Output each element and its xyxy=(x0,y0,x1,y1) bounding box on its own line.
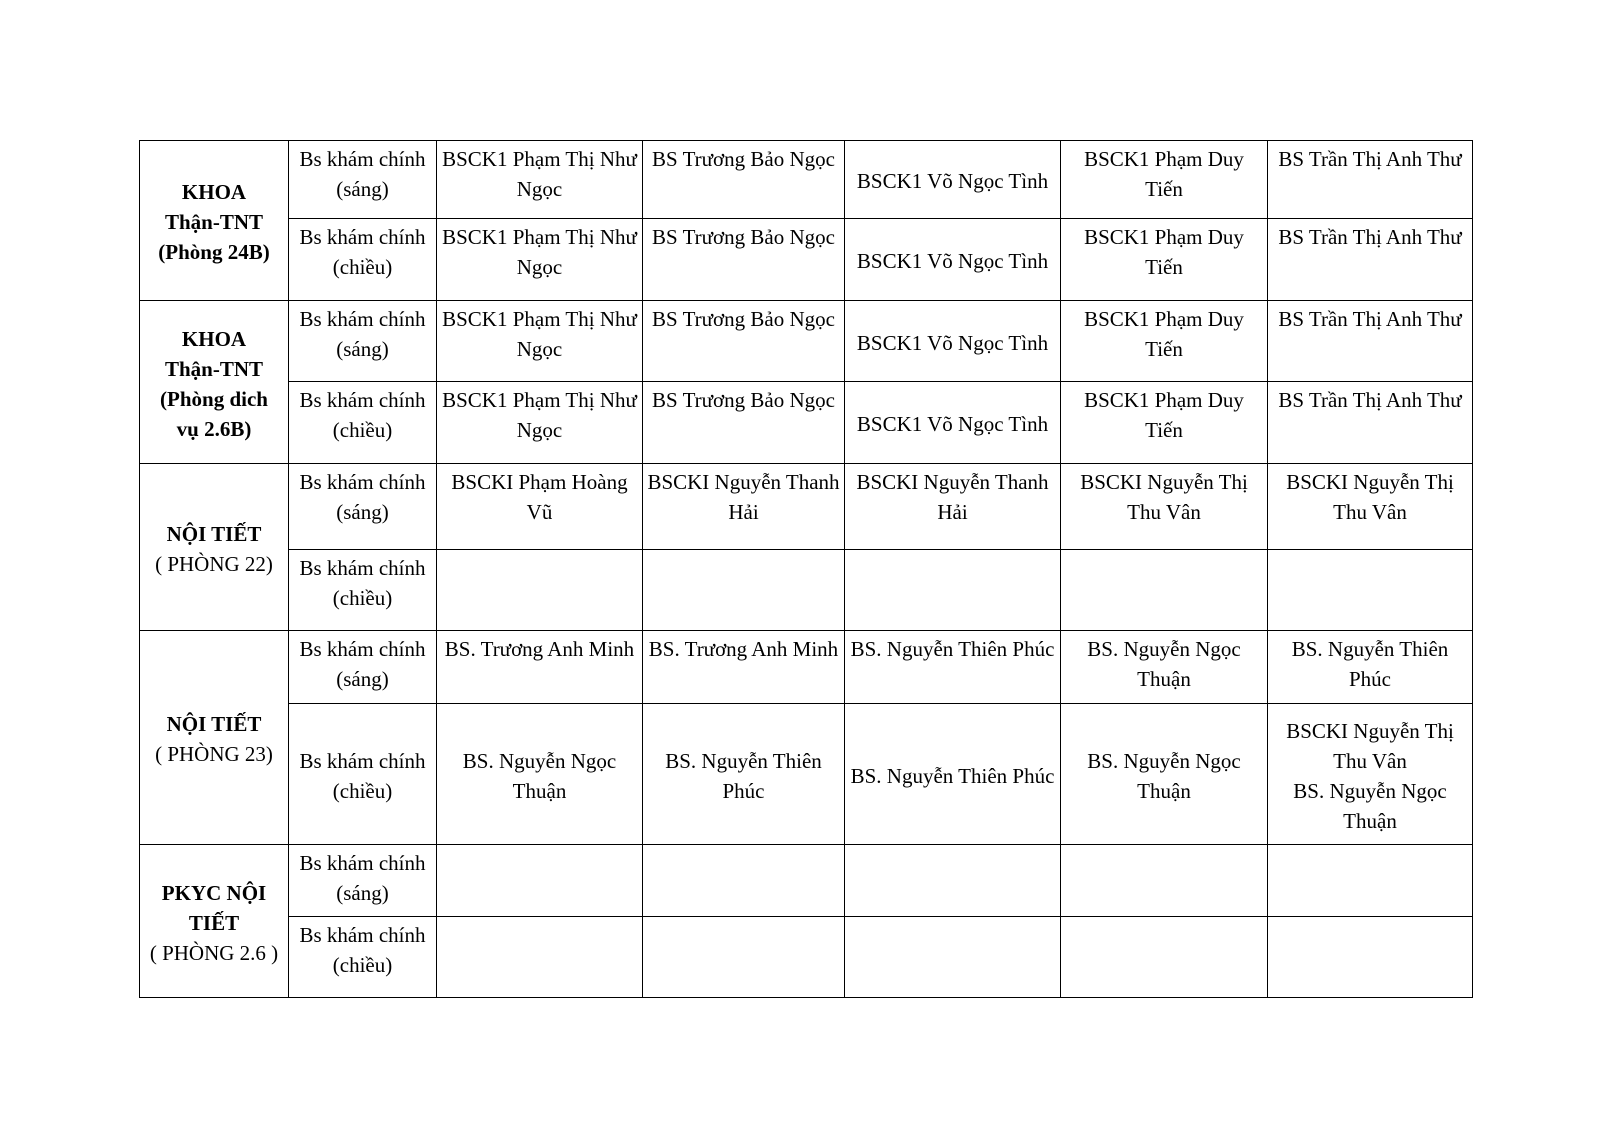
schedule-cell xyxy=(643,550,845,631)
schedule-cell: BSCK1 Võ Ngọc Tình xyxy=(845,141,1061,219)
schedule-cell xyxy=(1268,704,1473,845)
schedule-cell xyxy=(643,917,845,998)
schedule-cell: BSCKI Nguyễn Thị Thu Vân xyxy=(1061,464,1268,550)
shift-label: Bs khám chính (sáng) xyxy=(289,845,437,917)
schedule-cell xyxy=(437,845,643,917)
schedule-cell xyxy=(1061,917,1268,998)
schedule-row xyxy=(140,382,1473,464)
schedule-row xyxy=(140,550,1473,631)
schedule-cell: BS Trần Thị Anh Thư xyxy=(1268,301,1473,382)
schedule-cell-line: BS. Nguyễn Ngọc Thuận xyxy=(1293,778,1447,833)
shift-label: Bs khám chính (chiều) xyxy=(289,219,437,301)
schedule-cell: BSCK1 Phạm Duy Tiến xyxy=(1061,382,1268,464)
schedule-cell: BS Trương Bảo Ngọc xyxy=(643,219,845,301)
schedule-cell: BS. Nguyễn Ngọc Thuận xyxy=(1061,704,1268,845)
department-name-line: ( PHÒNG 2.6 ) xyxy=(149,940,279,965)
department-name-line: PKYC NỘI xyxy=(161,880,267,905)
schedule-cell: BS. Nguyễn Thiên Phúc xyxy=(643,704,845,845)
schedule-cell: BS Trần Thị Anh Thư xyxy=(1268,219,1473,301)
schedule-cell: BS. Trương Anh Minh xyxy=(437,631,643,704)
schedule-cell: BSCKI Phạm Hoàng Vũ xyxy=(437,464,643,550)
schedule-cell xyxy=(845,550,1061,631)
schedule-cell: BS Trần Thị Anh Thư xyxy=(1268,382,1473,464)
schedule-cell xyxy=(1268,917,1473,998)
schedule-row xyxy=(140,464,1473,550)
schedule-cell: BS. Nguyễn Ngọc Thuận xyxy=(437,704,643,845)
schedule-row xyxy=(140,704,1473,845)
department-name-line: Thận-TNT xyxy=(164,210,264,234)
department-name-line: (Phòng dich xyxy=(160,386,268,411)
schedule-cell: BS. Nguyễn Ngọc Thuận xyxy=(1061,631,1268,704)
shift-label: Bs khám chính (chiều) xyxy=(289,704,437,845)
department-name-line: Thận-TNT xyxy=(164,356,264,381)
shift-label: Bs khám chính (chiều) xyxy=(289,382,437,464)
shift-label: Bs khám chính (sáng) xyxy=(289,631,437,704)
schedule-cell: BSCKI Nguyễn Thanh Hải xyxy=(845,464,1061,550)
schedule-cell: BS. Nguyễn Thiên Phúc xyxy=(1268,631,1473,704)
schedule-cell: BSCK1 Phạm Duy Tiến xyxy=(1061,141,1268,219)
department-name-line: ( PHÒNG 23) xyxy=(155,742,273,766)
schedule-cell: BSCK1 Phạm Thị Như Ngọc xyxy=(437,301,643,382)
schedule-cell: BSCK1 Võ Ngọc Tình xyxy=(845,382,1061,464)
department-name xyxy=(140,141,289,301)
schedule-cell: BS Trương Bảo Ngọc xyxy=(643,382,845,464)
schedule-cell xyxy=(845,845,1061,917)
schedule-cell xyxy=(643,845,845,917)
schedule-cell: BS. Trương Anh Minh xyxy=(643,631,845,704)
schedule-cell: BSCK1 Phạm Duy Tiến xyxy=(1061,219,1268,301)
schedule-cell: BSCK1 Phạm Thị Như Ngọc xyxy=(437,382,643,464)
department-name-line: NỘI TIẾT xyxy=(166,521,262,546)
department-name-line: KHOA xyxy=(181,326,247,351)
schedule-row xyxy=(140,631,1473,704)
schedule-cell xyxy=(437,550,643,631)
department-name-line: KHOA xyxy=(181,180,247,204)
schedule-cell-line: BSCKI Nguyễn Thị Thu Vân xyxy=(1286,718,1454,773)
schedule-cell xyxy=(437,917,643,998)
schedule-row xyxy=(140,219,1473,301)
schedule-row xyxy=(140,301,1473,382)
schedule-cell: BSCKI Nguyễn Thanh Hải xyxy=(643,464,845,550)
shift-label: Bs khám chính (sáng) xyxy=(289,141,437,219)
schedule-cell: BS. Nguyễn Thiên Phúc xyxy=(845,631,1061,704)
schedule-cell xyxy=(1061,845,1268,917)
shift-label: Bs khám chính (chiều) xyxy=(289,550,437,631)
schedule-cell: BS. Nguyễn Thiên Phúc xyxy=(845,704,1061,845)
schedule-row xyxy=(140,141,1473,219)
schedule-cell: BSCKI Nguyễn Thị Thu Vân xyxy=(1268,464,1473,550)
schedule-cell xyxy=(1268,550,1473,631)
shift-label: Bs khám chính (sáng) xyxy=(289,301,437,382)
shift-label: Bs khám chính (chiều) xyxy=(289,917,437,998)
department-name xyxy=(140,301,289,464)
department-name-line: ( PHÒNG 22) xyxy=(155,551,273,576)
schedule-cell xyxy=(1061,550,1268,631)
department-name-line: (Phòng 24B) xyxy=(158,240,270,264)
schedule-cell xyxy=(845,917,1061,998)
shift-label: Bs khám chính (sáng) xyxy=(289,464,437,550)
department-name-line: vụ 2.6B) xyxy=(176,416,252,441)
schedule-cell: BS Trương Bảo Ngọc xyxy=(643,141,845,219)
schedule-cell: BSCK1 Phạm Thị Như Ngọc xyxy=(437,141,643,219)
schedule-cell: BSCK1 Phạm Duy Tiến xyxy=(1061,301,1268,382)
schedule-row xyxy=(140,845,1473,917)
schedule-cell xyxy=(1268,845,1473,917)
department-name-line: NỘI TIẾT xyxy=(166,712,262,736)
schedule-cell: BSCK1 Võ Ngọc Tình xyxy=(845,219,1061,301)
schedule-cell: BS Trương Bảo Ngọc xyxy=(643,301,845,382)
schedule-cell: BS Trần Thị Anh Thư xyxy=(1268,141,1473,219)
schedule-cell: BSCK1 Phạm Thị Như Ngọc xyxy=(437,219,643,301)
department-name xyxy=(140,631,289,845)
department-name-line: TIẾT xyxy=(188,910,240,935)
schedule-row xyxy=(140,917,1473,998)
department-name xyxy=(140,845,289,998)
doctor-schedule-table xyxy=(139,140,1473,998)
department-name xyxy=(140,464,289,631)
schedule-cell: BSCK1 Võ Ngọc Tình xyxy=(845,301,1061,382)
